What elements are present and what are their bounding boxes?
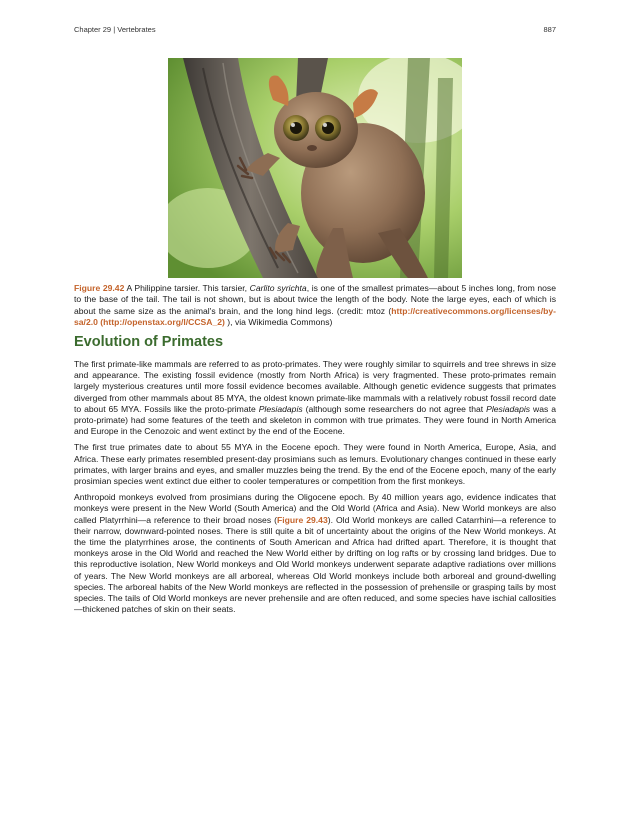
paragraph-3-text-b: ). Old World monkeys are called Catarrhini—a reference to their narrow, downward-pointed noses. There is still quite a bit of uncertainty about the origins of the New World monkeys. At the time the platyrrhines arose, the continents of South American and Africa had drifted apart. Therefore, it is thought that monkeys arose in the Old World and reached the New World either by drifting on log rafts or by crossing land bridges. Due to this reproductive isolation, New World monkeys and Old World monkeys underwent separate adaptive radiations over millions of years. The New World monkeys are all arboreal, whereas Old World monkeys include both arboreal and ground-dwelling species. The arboreal habits of the New World monkeys are reflected in the possession of prehensile or grasping tails by most species. The tails of Old World monkeys are never prehensile and are often reduced, and some species have ischial callosities—thickened patches of skin on their seats. (74, 514, 556, 615)
paragraph-1-text-b: (although some researchers do not agree that (302, 403, 487, 414)
section-title: Evolution of Primates (74, 334, 224, 350)
caption-text-4: ), via Wikimedia Commons) (224, 316, 333, 327)
openstax-license-link[interactable]: (http://openstax.org/l/CCSA_2) (100, 316, 225, 327)
plesiadapis-term-2: Plesiadapis (486, 403, 531, 414)
paragraph-true-primates: The first true primates date to about 55 MYA in the Eocene epoch. They were found in North America, Europe, Asia, and Africa. These early primates resembled present-day prosimians such as lemurs. Evolutionary changes continued in these early primates, with larger brains and eyes, and smaller muzzles being the trend. By the end of the Eocene epoch, many of the early prosimian species went extinct due either to cooler temperatures or competition from the first monkeys. (74, 442, 556, 487)
page-number: 887 (543, 25, 556, 34)
paragraph-3-text-a: Anthropoid monkeys evolved from prosimians during the Oligocene epoch. By 40 million years ago, evidence indicates that monkeys were present in the New World (South America) and the Old World (Africa and Asia). New World monkeys are also called Platyrrhini—a reference to their broad noses ( (74, 492, 556, 525)
paragraph-anthropoid-monkeys (74, 492, 556, 615)
species-name: Carlito syrichta (249, 283, 307, 293)
caption-text-2: , is one of the smallest primates—about 5 inches long, from nose to the base of the tail. The tail is not shown, but is about twice the length of the body. Note the large eyes, each of which is about the same size as the animal's brain, and the long hind legs. (credit: mtoz ( (74, 283, 556, 316)
caption-text-1: A Philippine tarsier. This tarsier, (124, 283, 250, 293)
tarsier-photo (168, 58, 462, 278)
plesiadapis-term-1: Plesiadapis (258, 403, 303, 414)
paragraph-proto-primates (74, 359, 556, 437)
chapter-title: Chapter 29 | Vertebrates (74, 25, 156, 34)
paragraph-1-text-c: was a proto-primate) had some features of the teeth and skeleton in common with true primates. They were found in North America and Europe in the Cenozoic and went extinct by the end of the Eocene. (74, 403, 556, 437)
figure-caption (74, 283, 556, 328)
paragraph-1-text-a: The first primate-like mammals are referred to as proto-primates. They were roughly similar to squirrels and tree shrews in size and appearance. The existing fossil evidence (mostly from North Africa) is very fragmented. These proto-primates remain largely mysterious creatures until more fossil evidence becomes available. Although genetic evidence suggests that primates diverged from other mammals about 85 MYA, the oldest known primate-like mammals with a relatively robust fossil record date to about 65 MYA. Fossils like the proto-primate (74, 359, 556, 414)
figure-label: Figure 29.42 (74, 283, 125, 293)
figure-29-43-link[interactable]: Figure 29.43 (276, 514, 328, 525)
section-body (74, 359, 556, 620)
tarsier-illustration (168, 58, 462, 278)
license-link[interactable]: http://creativecommons.org/licenses/by-sa/2.0 (74, 305, 556, 327)
page-header (74, 25, 556, 34)
